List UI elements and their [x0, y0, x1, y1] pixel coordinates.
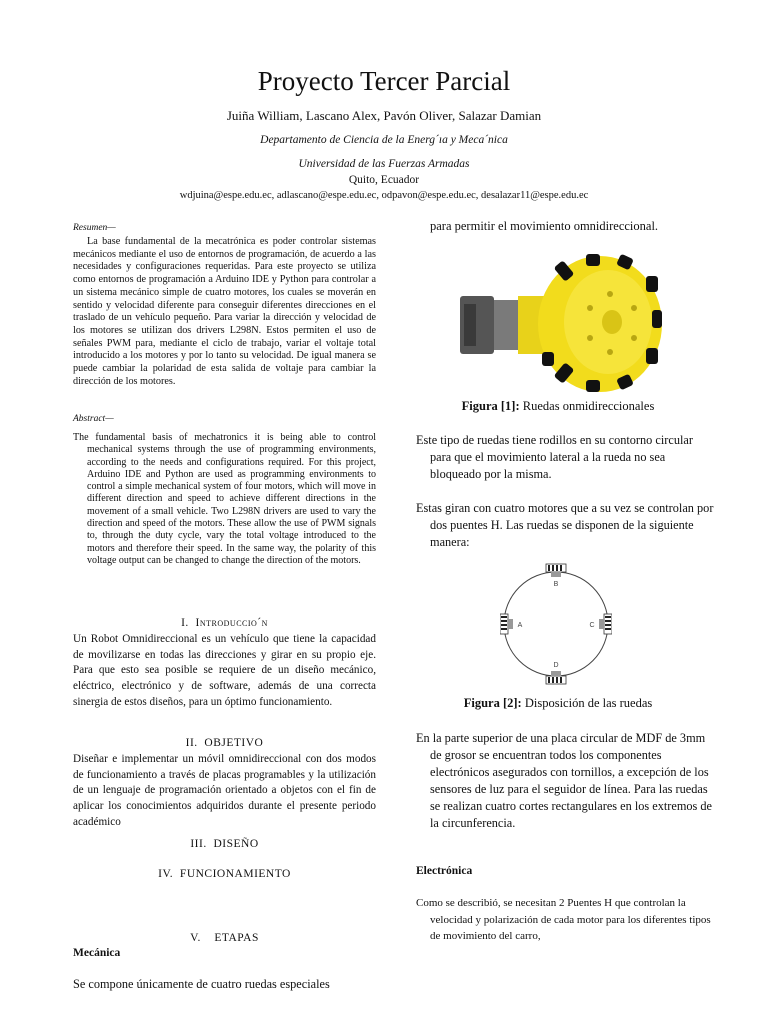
- figure-2-text: Disposición de las ruedas: [521, 696, 653, 710]
- electronica-heading: Electrónica: [416, 865, 473, 877]
- wheel-label-a: A: [517, 622, 523, 629]
- resumen-body: La base fundamental de la mecatrónica es poder controlar sistemas mecánicos mediante el uso de entornos de programación, de acuerdo a las necesidades y configuraciones requeridas. Para este proyecto se utiliza como entornos de programación a Arduino IDE y Python para controlar a un sistema mecánico simple de cuatro motores, los cuales se moverán en sentido y velocidad diferente para conseguir diferentes direcciones en el traslado de un vehículo pequeño. Para variar la dirección y velocidad de los motores se utilizan dos drivers L298N. Estos permiten el uso de señales PWM para, mediante el ciclo de trabajo, variar el voltaje total introducido a los motores y por lo tanto su velocidad. De igual manera se puede cambiar la polaridad de esta salida de voltaje para cambiar la dirección de los motores.: [73, 236, 376, 387]
- section-number: V.: [190, 932, 201, 944]
- introduccion-text: [73, 632, 376, 711]
- wheel-right: [599, 614, 612, 634]
- placa-paragraph: En la parte superior de una placa circular de MDF de 3mm de grosor se encuentran todos los componentes electrónicos asegurados con tornillos, a excepción de los sensores de luz para el seguidor de línea. Para las ruedas se realizan cuatro cortes rectangulares en los extremos de la circunferencia.: [416, 731, 713, 830]
- figure-2-caption: [416, 696, 700, 711]
- electronica-text: Como se describió, se necesitan 2 Puentes H que controlan la velocidad y polarización de cada motor para los diferentes tipos de movimiento del carro,: [416, 897, 711, 942]
- mecanica-heading: Mecánica: [73, 947, 121, 959]
- wheel-layout-figure: [500, 562, 612, 686]
- figure-1-caption: [416, 399, 700, 414]
- section-heading-etapas: [73, 932, 376, 944]
- city: Quito, Ecuador: [348, 174, 420, 186]
- wheel-label-d: D: [553, 662, 559, 669]
- department: Departamento de Ciencia de la Energ´ıa y Meca´nica: [260, 134, 508, 146]
- abstract-label: Abstract—: [73, 414, 114, 424]
- section-title: OBJETIVO: [204, 737, 264, 749]
- abstract-text: [73, 432, 376, 567]
- university: Universidad de las Fuerzas Armadas: [298, 158, 470, 170]
- resumen-label: Resumen—: [73, 223, 116, 233]
- section-heading-introduccion: [73, 617, 376, 629]
- author-emails: wdjuina@espe.edu.ec, adlascano@espe.edu.ec, odpavon@espe.edu.ec, desalazar11@espe.edu.ec: [179, 190, 589, 201]
- wheel-bottom: [546, 671, 566, 684]
- omni-wheel-figure: [458, 252, 664, 394]
- section-number: I.: [181, 617, 189, 629]
- omni-continuation-text: para permitir el movimiento omnidireccional.: [430, 219, 659, 233]
- section-heading-funcionamiento: [73, 868, 376, 880]
- rodillos-paragraph: Este tipo de ruedas tiene rodillos en su contorno circular para que el movimiento lateral a la rueda no sea bloqueado por la misma.: [416, 433, 693, 481]
- wheel-label-c: C: [589, 622, 595, 629]
- wheel-top: [546, 564, 566, 577]
- introduccion-body: Un Robot Omnidireccional es un vehículo que tiene la capacidad de movilizarse en todas las direcciones y girar en su propio eje. Para que esto sea posible se requiere de un diseño mecánico, eléctrico, electrónico y de software, además de una correcta sinergia de estos diseños, para un óptimo funcionamiento.: [73, 633, 376, 708]
- resumen-text: [73, 236, 376, 388]
- section-heading-objetivo: [73, 737, 376, 749]
- paper-title: Proyecto Tercer Parcial: [257, 66, 511, 96]
- section-number: IV.: [158, 868, 174, 880]
- section-title: Introduccio´n: [195, 617, 268, 629]
- section-number: II.: [185, 737, 198, 749]
- section-title: FUNCIONAMIENTO: [179, 868, 291, 880]
- section-heading-diseno: [73, 838, 376, 850]
- objetivo-text: Diseñar e implementar un móvil omnidireccional con dos modos de funcionamiento a través de placas programables y la utilización de un lenguaje de programación orientado a objetos con el fin de aplicar los conocimientos adquiridos durante el presente periodo académico: [73, 753, 376, 828]
- abstract-body: The fundamental basis of mechatronics it is being able to control mechanical systems through the use of programming environments, according to the needs and configurations required. For this project, Arduino IDE and Python are used as programming environments to control a simple mechanical system of four motors, which will move in different direction and speed to achieve different directions in the movement of a small vehicle. Two L298N drivers are used to vary the direction and speed of the motors. These allow the use of PWM signals to, through the duty cycle, vary the total voltage introduced to the motors and therefore their speed. In the same way, the polarity of this voltage output can be changed to change the direction of the motors.: [73, 432, 376, 566]
- figure-1-text: Ruedas onmidireccionales: [519, 399, 655, 413]
- figure-1-label: Figura [1]:: [461, 399, 520, 413]
- section-number: III.: [190, 838, 207, 850]
- section-title: DISEÑO: [213, 838, 259, 850]
- figure-2-label: Figura [2]:: [463, 696, 522, 710]
- mecanica-text: Se compone únicamente de cuatro ruedas especiales: [73, 977, 330, 991]
- wheel-left: [500, 614, 513, 634]
- giran-paragraph: Estas giran con cuatro motores que a su vez se controlan por dos puentes H. Las ruedas se disponen de la siguiente manera:: [416, 501, 714, 549]
- wheel-label-b: B: [553, 581, 559, 588]
- section-title: ETAPAS: [214, 932, 259, 944]
- authors: Juiña William, Lascano Alex, Pavón Oliver, Salazar Damian: [226, 108, 542, 123]
